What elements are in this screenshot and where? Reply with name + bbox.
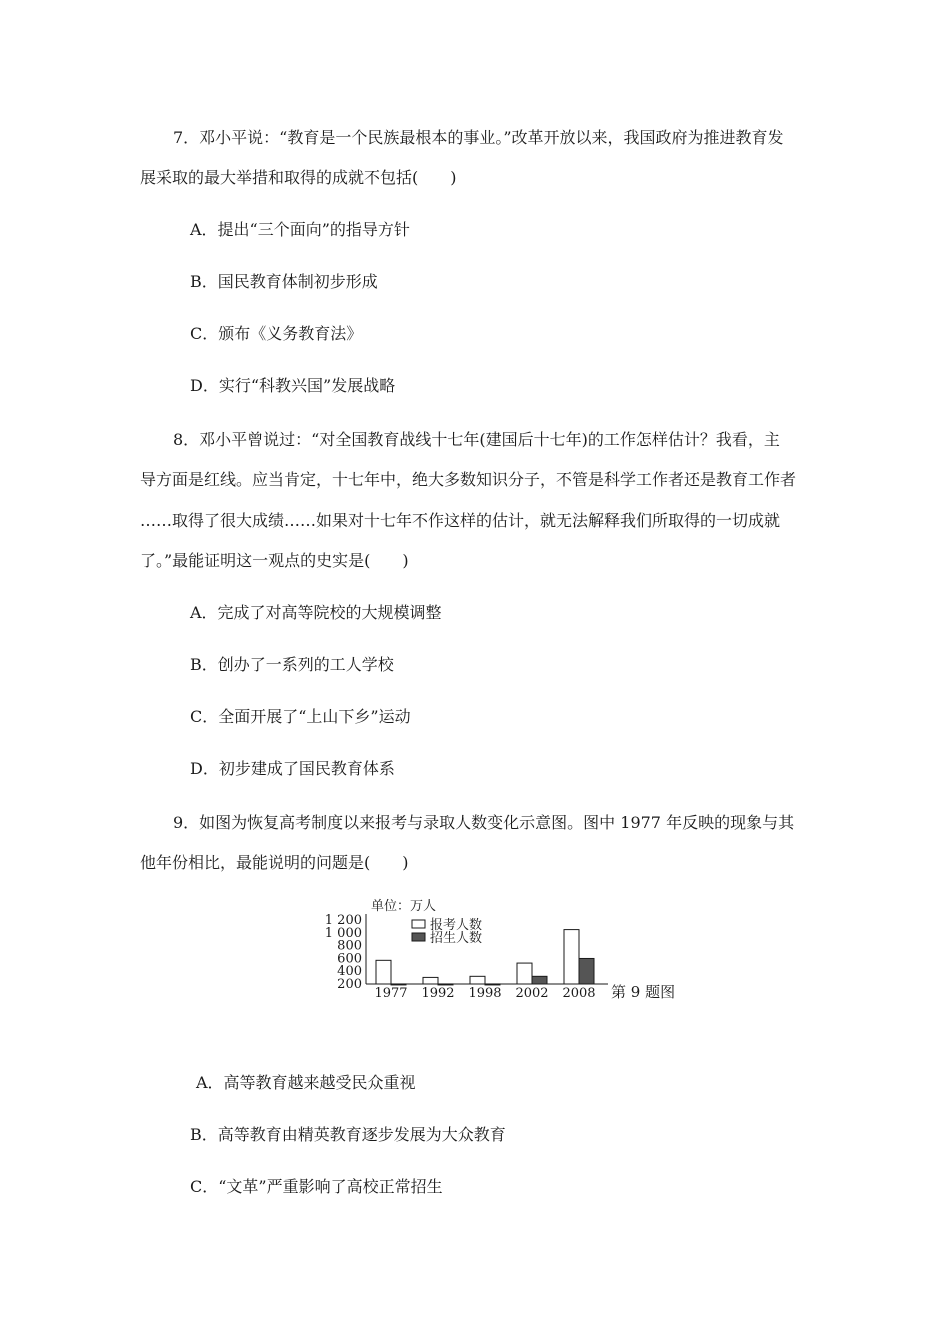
q8-stem-line-3: ……取得了很大成绩……如果对十七年不作这样的估计，就无法解释我们所取得的一切成就 (140, 511, 781, 530)
x-tick-label: 1998 (468, 986, 502, 1000)
chart-unit-label: 单位：万人 (371, 899, 437, 914)
q8-option-b: B．创办了一系列的工人学校 (190, 655, 394, 674)
q9-stem-line-1: 9．如图为恢复高考制度以来报考与录取人数变化示意图。图中 1977 年反映的现象与其 (173, 813, 795, 832)
x-tick-label: 2008 (562, 986, 596, 1000)
q8-option-a: A．完成了对高等院校的大规模调整 (190, 603, 442, 622)
y-tick-label: 400 (337, 964, 362, 980)
bar-2008-admitted (579, 958, 594, 984)
q7-stem-line-1: 7．邓小平说：“教育是一个民族最根本的事业。”改革开放以来，我国政府为推进教育发 (173, 128, 784, 147)
y-tick-label: 1 000 (324, 925, 362, 941)
q9-option-c: C．“文革”严重影响了高校正常招生 (190, 1177, 443, 1196)
x-tick-label: 2002 (515, 986, 549, 1000)
q7-option-c: C．颁布《义务教育法》 (190, 324, 363, 343)
enrollment-bar-chart (318, 896, 698, 1000)
bar-1977-applicants (376, 960, 391, 984)
legend-label-2: 招生人数 (430, 931, 483, 946)
x-tick-label: 1977 (374, 986, 408, 1000)
q7-option-b: B．国民教育体制初步形成 (190, 272, 378, 291)
y-tick-label: 1 200 (324, 913, 362, 928)
q9-stem-line-2: 他年份相比，最能说明的问题是( ) (140, 853, 409, 872)
q8-stem-line-1: 8．邓小平曾说过：“对全国教育战线十七年(建国后十七年)的工作怎样估计？我看，主 (173, 430, 780, 449)
figure-caption: 第 9 题图 (611, 983, 676, 1000)
bar-1977-admitted (391, 984, 406, 985)
q9-option-a: A．高等教育越来越受民众重视 (196, 1073, 416, 1092)
y-tick-label: 200 (337, 977, 362, 992)
bar-2008-applicants (564, 930, 579, 984)
bar-1998-applicants (470, 976, 485, 984)
bar-1992-admitted (438, 984, 453, 985)
q7-stem-line-2: 展采取的最大举措和取得的成就不包括( ) (140, 168, 457, 187)
q8-stem-line-4: 了。”最能证明这一观点的史实是( ) (140, 551, 409, 570)
x-tick-label: 1992 (421, 986, 455, 1000)
bar-1992-applicants (423, 977, 438, 984)
chart-svg (318, 896, 698, 1000)
y-tick-label: 600 (337, 951, 362, 967)
bar-1998-admitted (485, 984, 500, 985)
bar-2002-admitted (532, 976, 547, 984)
q8-stem-line-2: 导方面是红线。应当肯定，十七年中，绝大多数知识分子，不管是科学工作者还是教育工作者 (140, 470, 797, 489)
q9-option-b: B．高等教育由精英教育逐步发展为大众教育 (190, 1125, 506, 1144)
q7-option-d: D．实行“科教兴国”发展战略 (190, 376, 396, 395)
legend-swatch-2 (412, 933, 425, 941)
q8-option-c: C．全面开展了“上山下乡”运动 (190, 707, 411, 726)
bar-2002-applicants (517, 963, 532, 984)
legend-label-1: 报考人数 (430, 918, 483, 933)
q7-option-a: A．提出“三个面向”的指导方针 (190, 220, 410, 239)
y-tick-label: 800 (337, 938, 362, 954)
legend-swatch-1 (412, 920, 425, 928)
q8-option-d: D．初步建成了国民教育体系 (190, 759, 395, 778)
